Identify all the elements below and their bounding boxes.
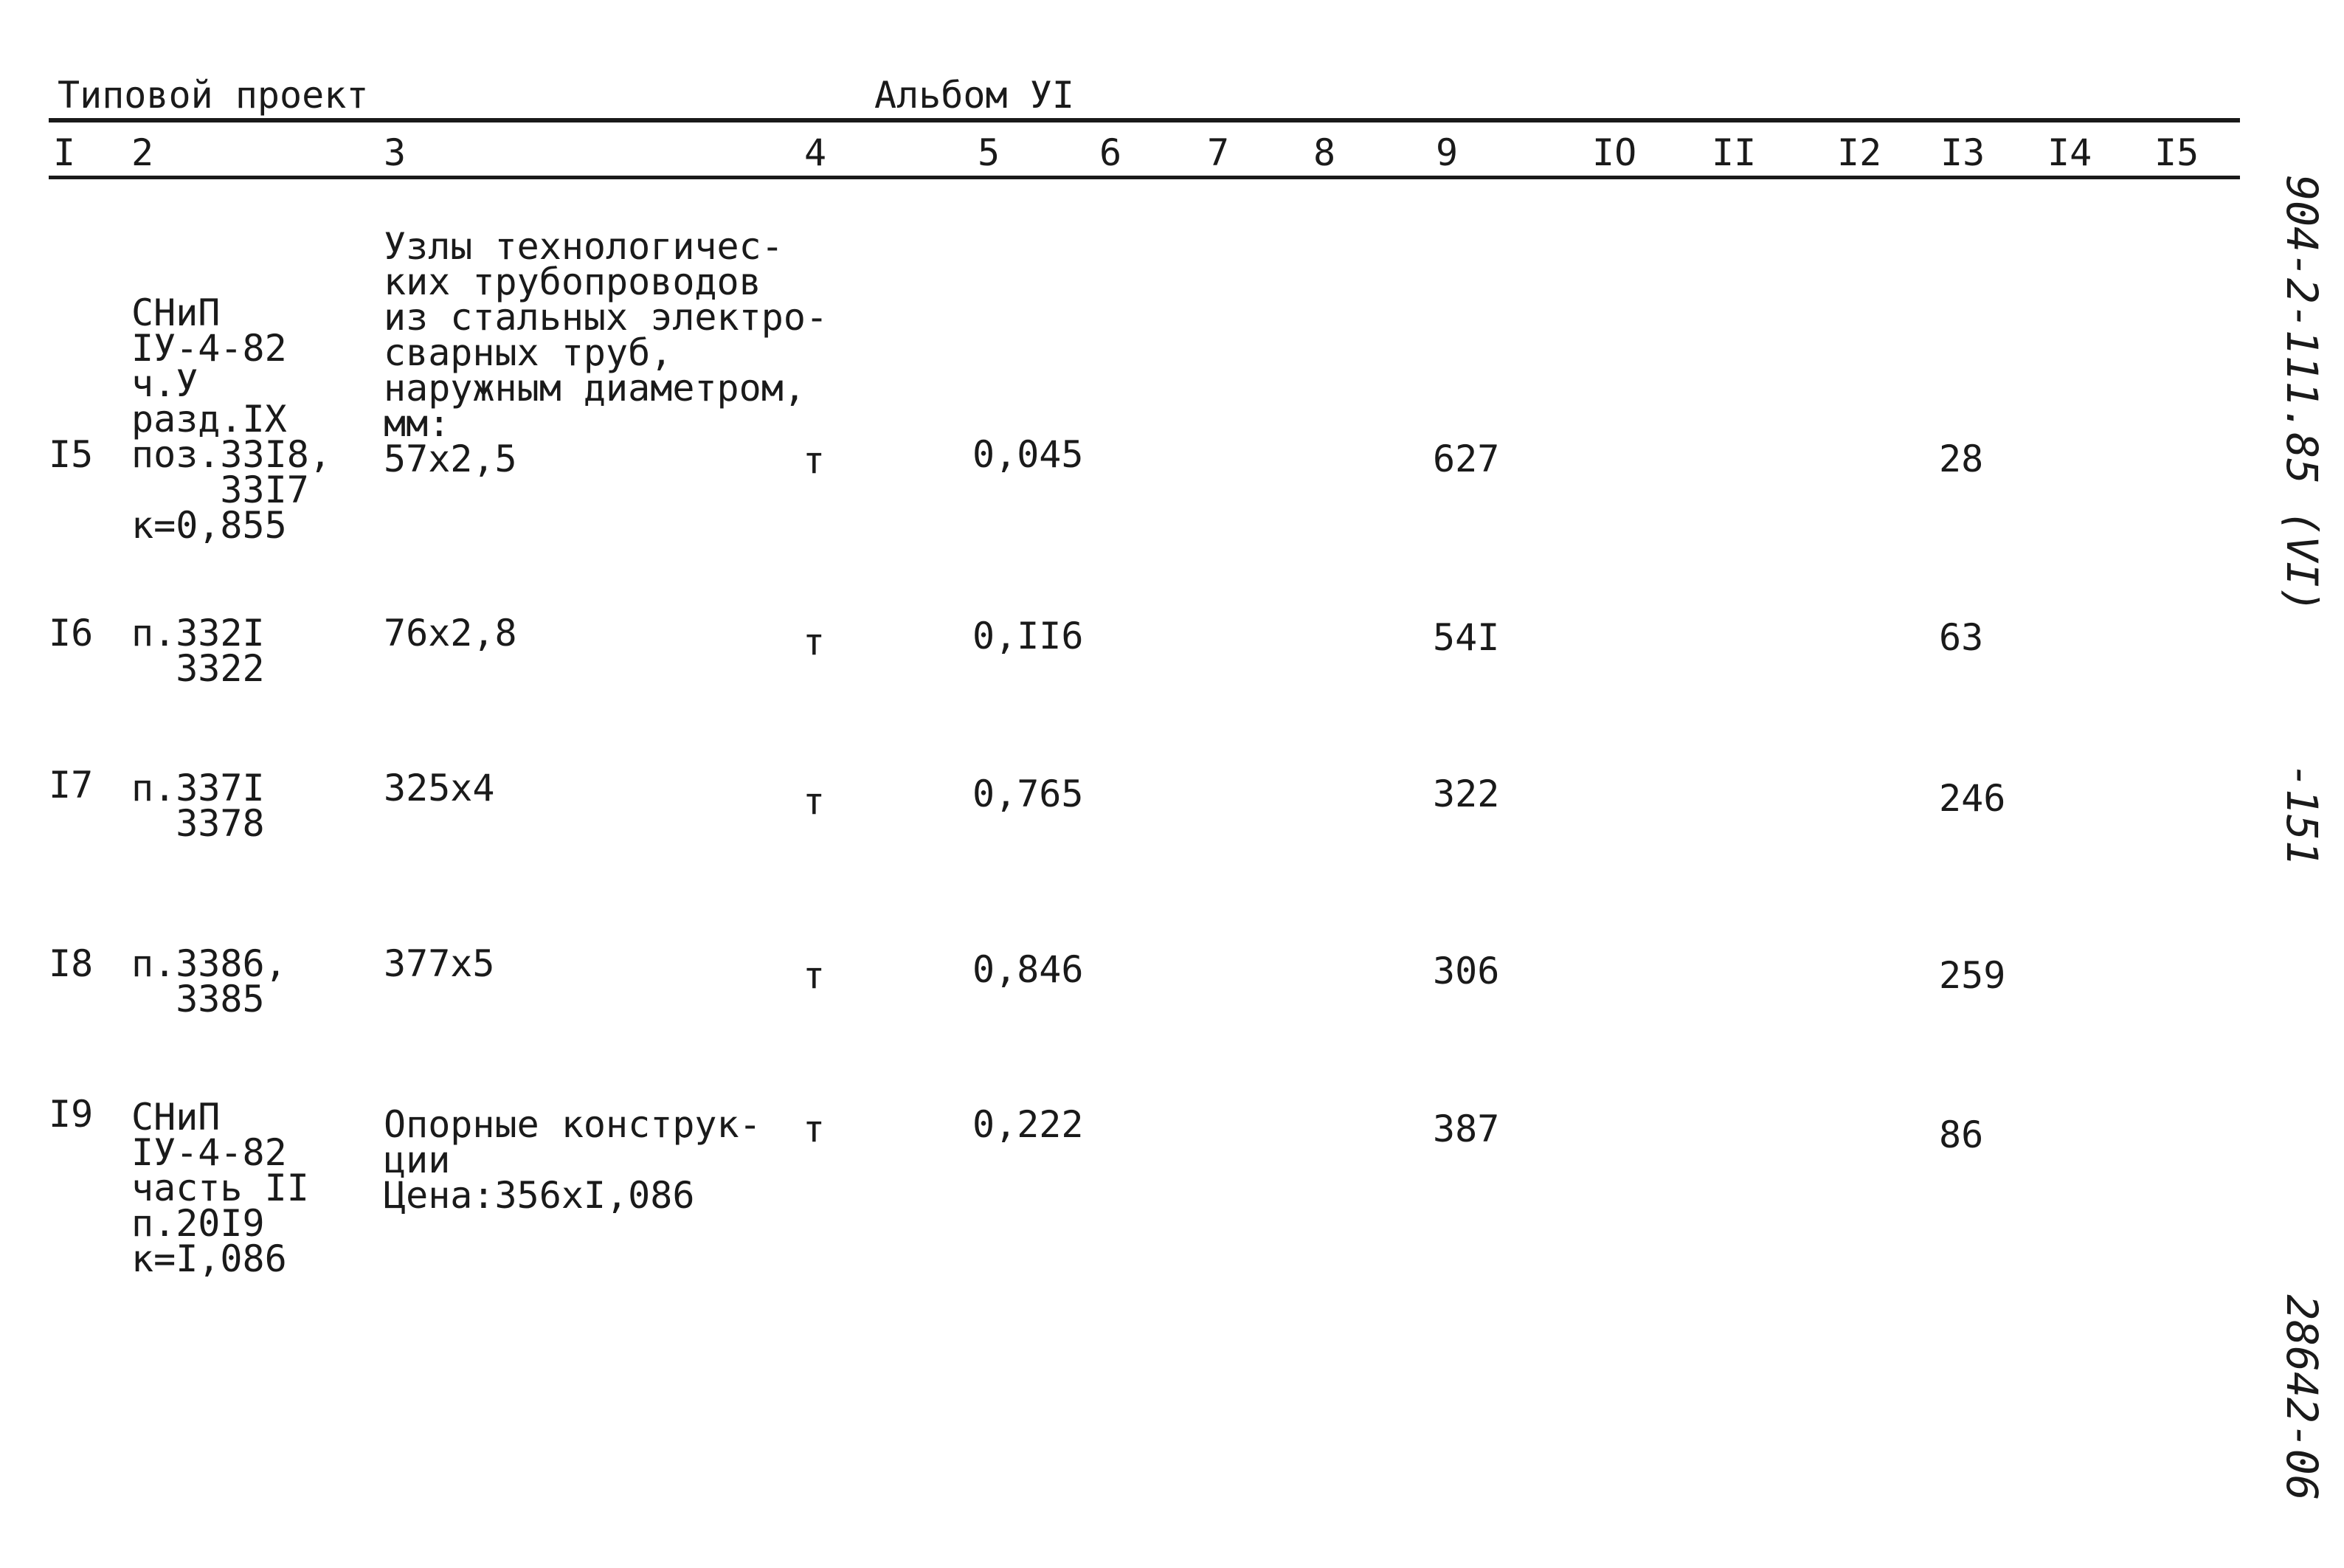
row-col9: 54I	[1433, 616, 1500, 659]
row-col5: 0,765	[972, 773, 1084, 815]
row-unit: т	[803, 621, 826, 663]
row-col9: 322	[1433, 773, 1500, 815]
row-col13: 246	[1939, 777, 2006, 820]
row-unit: т	[803, 439, 826, 482]
row-number: I6	[49, 612, 94, 655]
row-col5: 0,846	[972, 948, 1084, 991]
row-number: I7	[49, 764, 94, 807]
row-desc: Опорные конструк- ции Цена:356хI,086	[384, 1103, 761, 1217]
header-rule-top	[49, 118, 2240, 122]
col-header-15: I5	[2154, 131, 2199, 174]
col-header-11: II	[1712, 131, 1757, 174]
col-header-8: 8	[1313, 131, 1336, 174]
row-col13: 259	[1939, 954, 2006, 997]
row-ref: СНиП IУ-4-82 часть II п.20I9 к=I,086	[131, 1096, 309, 1280]
row-desc: 76х2,8	[384, 612, 517, 655]
col-header-7: 7	[1207, 131, 1230, 174]
row-unit: т	[803, 954, 826, 997]
row-unit: т	[803, 1108, 826, 1150]
col-header-14: I4	[2047, 131, 2092, 174]
col-header-10: IO	[1592, 131, 1637, 174]
row-ref: п.337I 3378	[131, 767, 265, 845]
row-number: I5	[49, 433, 94, 476]
row-col5: 0,222	[972, 1103, 1084, 1146]
row-col13: 63	[1939, 616, 1984, 659]
album-label: Альбом УI	[874, 74, 1074, 117]
col-header-9: 9	[1436, 131, 1459, 174]
margin-code-mid: -151	[2277, 763, 2327, 866]
row-col13: 28	[1939, 438, 1984, 480]
row-desc: 377х5	[384, 942, 495, 985]
document-title: Типовой проект	[58, 74, 369, 117]
row-desc: 325х4	[384, 767, 495, 809]
col-header-1: I	[53, 131, 76, 174]
col-header-2: 2	[131, 131, 154, 174]
margin-code-top: 904-2-111.85 (VI)	[2277, 175, 2327, 613]
row-ref: СНиП IУ-4-82 ч.У разд.IX поз.33I8, 33I7 к=0,855	[131, 291, 331, 547]
col-header-5: 5	[978, 131, 1000, 174]
header-rule-bottom	[49, 176, 2240, 179]
row-number: I8	[49, 942, 94, 985]
col-header-6: 6	[1099, 131, 1122, 174]
col-header-3: 3	[384, 131, 407, 174]
row-col13: 86	[1939, 1113, 1984, 1156]
row-col5: 0,II6	[972, 615, 1084, 657]
row-col9: 306	[1433, 950, 1500, 992]
col-header-13: I3	[1940, 131, 1985, 174]
row-ref: п.3386, 3385	[131, 942, 287, 1020]
row-unit: т	[803, 780, 826, 823]
row-col9: 387	[1433, 1108, 1500, 1150]
col-header-4: 4	[804, 131, 827, 174]
row-col5: 0,045	[972, 433, 1084, 476]
margin-code-bottom: 28642-06	[2277, 1294, 2327, 1501]
row-number: I9	[49, 1093, 94, 1136]
col-header-12: I2	[1837, 131, 1882, 174]
row-ref: п.332I 3322	[131, 612, 265, 690]
row-col9: 627	[1433, 438, 1500, 480]
row-desc: Узлы технологичес- ких трубопроводов из стальных электро- сварных труб, наружным диаметром, мм: 57х2,5	[384, 225, 829, 480]
